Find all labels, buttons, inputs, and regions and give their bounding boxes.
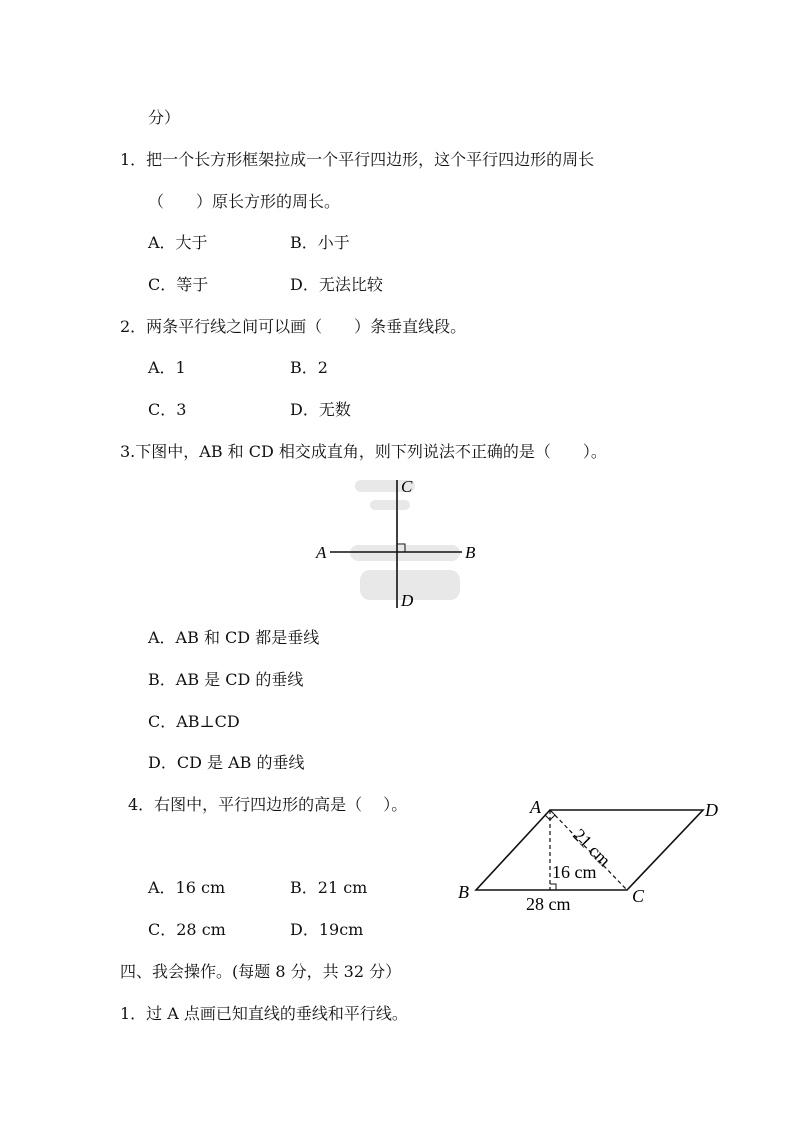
- label-a: A: [530, 797, 541, 817]
- label-a: A: [316, 543, 327, 562]
- q2-option-d: D．无数: [290, 400, 351, 419]
- q2-option-a: A．1: [148, 358, 186, 377]
- q4-option-d: D．19cm: [290, 920, 364, 939]
- q3-option-b: B．AB 是 CD 的垂线: [148, 670, 304, 689]
- label-c: C: [632, 886, 645, 906]
- q4-text: 4．右图中，平行四边形的高是（ ）。: [128, 795, 408, 814]
- q2-option-b: B．2: [290, 358, 328, 377]
- label-d: D: [705, 800, 718, 820]
- q3-perpendicular-figure: [300, 470, 500, 620]
- right-angle-mark-base: [550, 884, 556, 890]
- q1-option-b: B．小于: [290, 233, 350, 252]
- label-c: C: [401, 477, 413, 496]
- label-b: B: [465, 543, 476, 562]
- q3-option-d: D．CD 是 AB 的垂线: [148, 753, 305, 772]
- base-label: 28 cm: [526, 894, 571, 914]
- label-d: D: [401, 591, 414, 610]
- height-label: 16 cm: [552, 862, 597, 882]
- q3-option-c: C．AB⊥CD: [148, 712, 240, 731]
- watermark-graphic: [350, 480, 460, 600]
- q4-option-a: A．16 cm: [148, 878, 226, 897]
- q1-option-d: D．无法比较: [290, 275, 383, 294]
- q1-text-line1: 1．把一个长方形框架拉成一个平行四边形，这个平行四边形的周长: [120, 150, 595, 169]
- q4-parallelogram-figure: [450, 790, 740, 920]
- section4-title: 四、我会操作。(每题 8 分，共 32 分）: [120, 962, 402, 981]
- q2-option-c: C．3: [148, 400, 187, 419]
- side-diag-label: 21 cm: [569, 824, 615, 871]
- q1-option-a: A．大于: [148, 233, 208, 252]
- q4-option-b: B．21 cm: [290, 878, 368, 897]
- q1-text-line2: （ ）原长方形的周长。: [148, 192, 341, 211]
- q3-option-a: A．AB 和 CD 都是垂线: [148, 628, 320, 647]
- section4-q1: 1．过 A 点画已知直线的垂线和平行线。: [120, 1004, 408, 1023]
- q2-text: 2．两条平行线之间可以画（ ）条垂直线段。: [120, 317, 467, 336]
- previous-question-tail: 分）: [148, 108, 181, 127]
- q3-text: 3.下图中，AB 和 CD 相交成直角，则下列说法不正确的是（ ）。: [120, 442, 607, 461]
- q1-option-c: C．等于: [148, 275, 209, 294]
- label-b: B: [458, 882, 469, 902]
- q4-option-c: C．28 cm: [148, 920, 226, 939]
